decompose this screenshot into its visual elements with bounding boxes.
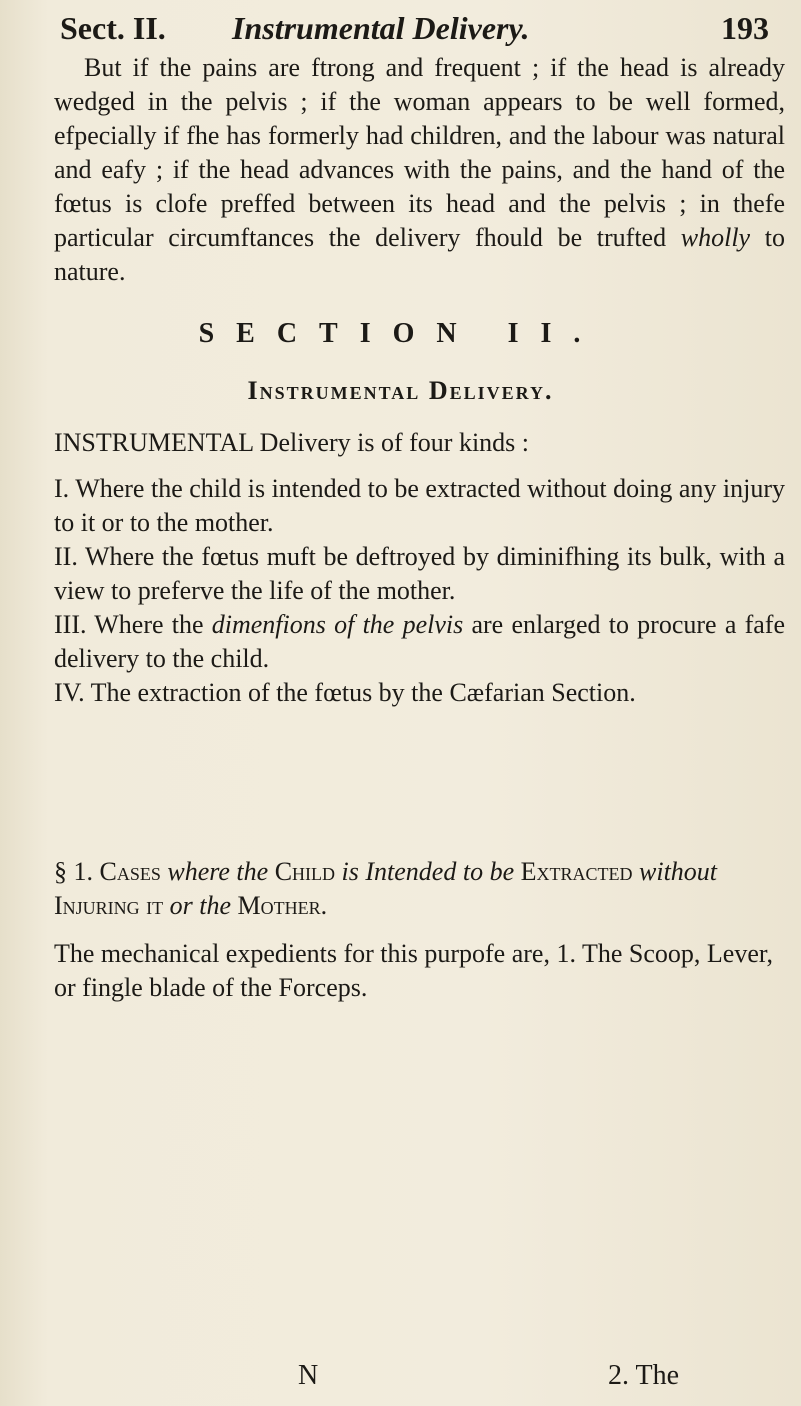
section-label: Sect. II. xyxy=(60,10,166,46)
heading-part: Extracted xyxy=(514,857,640,886)
heading-italic: where the xyxy=(167,857,269,886)
heading-part: Mother. xyxy=(231,891,328,920)
paragraph-italic: wholly xyxy=(680,223,751,252)
page-footer xyxy=(0,1360,801,1400)
intro-line: INSTRUMENTAL Delivery is of four kinds : xyxy=(54,428,530,457)
list-item: I. Where the child is intended to be extracted without doing any injury to it or to the mother. xyxy=(54,474,785,537)
item-text: III. Where the xyxy=(54,610,212,639)
signature-mark: N xyxy=(298,1360,319,1391)
section-title: SECTION II. xyxy=(198,318,603,349)
list-item: II. Where the fœtus muft be deftroyed by diminifhing its bulk, with a view to preferve the life of the mother. xyxy=(54,542,785,605)
kinds-list xyxy=(54,472,785,710)
heading-italic: without xyxy=(639,857,718,886)
heading-italic: or the xyxy=(169,891,232,920)
heading-part: § 1. Cases xyxy=(54,857,168,886)
paragraph-text: But if the pains are ftrong and frequent ; if the head is already wedged in the pelvis ; if the woman appears to be well formed, efpecially if fhe has formerly had children, and the labour was natural and eafy ; if the head advances with the pains, and the hand of the fœtus is clofe preffed between its head and the pelvis ; in thefe particular circumftances the delivery fhould be trufted xyxy=(54,53,785,252)
page-number: 193 xyxy=(721,10,769,46)
cases-heading xyxy=(54,855,785,923)
item-text: are enlarged to procure a fafe delivery to the child. xyxy=(54,610,785,673)
running-header xyxy=(60,6,781,50)
heading-italic: is Intended to be xyxy=(341,857,515,886)
running-title: Instrumental Delivery. xyxy=(232,10,530,46)
catchword: 2. The xyxy=(608,1360,680,1391)
paragraph-end: to nature. xyxy=(54,223,785,286)
item-italic: dimenfions of the pelvis xyxy=(211,610,464,639)
paragraph-expedients: The mechanical expedients for this purpofe are, 1. The Scoop, Lever, or fingle blade of the Forceps. xyxy=(54,939,773,1002)
list-item xyxy=(54,608,785,676)
heading-part: Injuring it xyxy=(54,891,170,920)
heading-part: Child xyxy=(268,857,342,886)
list-item: IV. The extraction of the fœtus by the Cæfarian Section. xyxy=(54,678,636,707)
paragraph-continuation xyxy=(54,51,785,289)
section-subtitle: Instrumental Delivery. xyxy=(247,376,554,405)
